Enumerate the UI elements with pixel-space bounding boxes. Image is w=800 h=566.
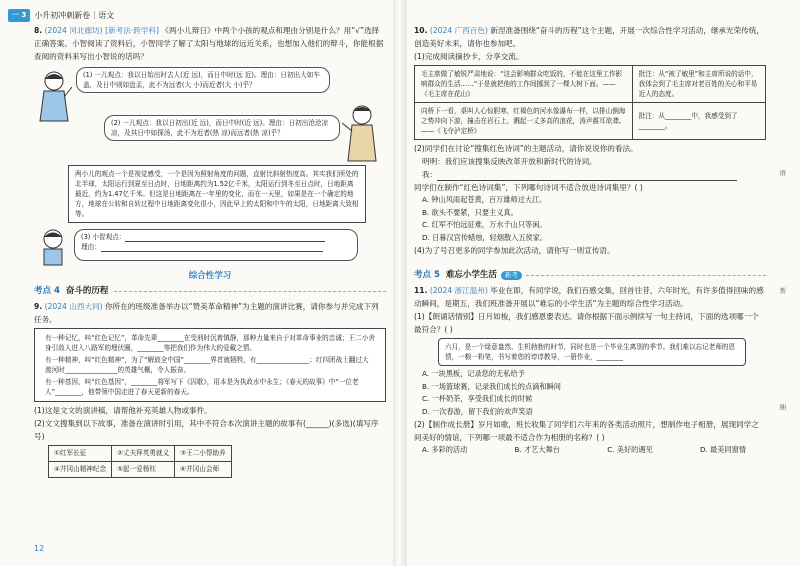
side-tab-2: 帮 [779, 287, 786, 295]
q10-note-1: 批注：从“被了敏里”和主席所说的话中，我体会到了毛主席对老百姓的关心和平易近人的态度。 [632, 66, 765, 103]
section-title: 综合性学习 [188, 271, 232, 281]
q9-text: 你所在的班级准备举办以“赞美革命精神”为主题的演讲比赛，请你参与并完成下列任务。 [34, 302, 379, 324]
page-header [8, 8, 386, 22]
q8-bubble-3 [74, 229, 358, 261]
q9-option-1: ①红军长征 [49, 446, 112, 462]
q11-option-c: C. 一杯奶茶，享受我们成长的时候 [422, 394, 533, 403]
xiaozhi-avatar-icon [38, 227, 68, 267]
page-number: 12 [34, 544, 45, 553]
q9-option-4: ④井冈山精神纪念 [49, 462, 112, 478]
q11-source: (2024 浙江温州) [429, 286, 488, 295]
q9-sub-1: (1)这是文文的演讲稿，请帮他补充英雄人物或事件。 [34, 406, 212, 415]
kp4-header [34, 285, 386, 298]
book-spine [393, 0, 407, 566]
q8-number: 8. [34, 26, 43, 35]
page-edge-tabs [770, 0, 796, 566]
q11-option-d: D. 一次春游，留下我们的欢声笑语 [422, 406, 533, 416]
q10-sub-2: (2)同学们在讨论“搜集红色诗词”的主题活动，请你说说你的看法。 [414, 144, 638, 153]
q11-options-2 [414, 444, 766, 457]
q10-option-a: A. 钟山风雨起苍黄，百万雄师过大江。 [422, 195, 547, 204]
q8-text: 《两小儿辩日》中两个小孩的观点和理由分别是什么？用“√”选择正确答案。小智阅读了资料后，小智同学了解了太阳与地球的远近关系，也想加入他们的辩斗，你能根据查阅的资料来写出小智说的话吗？ [34, 26, 384, 61]
q9-box-para-2: 有一种精神，叫“红色精神”，为了“解放全中国”________界首就牺牲，有________________；红四团战士翻过大渡河时________________的英雄气概，令人振奋。 [45, 356, 369, 374]
left-column [12, 8, 386, 478]
q9-option-2: ②丈夫拜英勇就义 [112, 446, 175, 462]
q9-box-para-1: 有一种记忆，叫“红色记忆”，革命先辈________在受刑时沉着镇静，那种力量来自于对革命事业的忠诚；王二小舍身引敌人进入八路军的埋伏圈，________等把我们作为伟大的爱戴之情。 [45, 334, 375, 352]
q11-number: 11. [414, 286, 428, 295]
q8-bubble3-label: (3) 小智观点： [81, 233, 126, 241]
q11-option-b: B. 一场篮球赛，记录我们成长的点滴和瞬间 [422, 381, 561, 391]
kp4-divider [114, 291, 386, 292]
q9-number: 9. [34, 302, 43, 311]
q9-option-3: ③王二小帮助养 [175, 446, 231, 462]
kp5-badge: 新考 [501, 271, 522, 280]
q8-bubble-2: (2) 一儿观点：我以日初出(近 远)，而日中时(近 远)。理由：日初出沧沧凉凉，及其日中如探汤，此不为近者(热 凉)而远者(热 凉)乎？ [104, 115, 340, 141]
q11-opt2-c: C. 美好的遇见 [607, 445, 653, 454]
question-10 [414, 24, 766, 50]
q10-text: 新涅准备围绕“奋斗的历程”这个主题，开展一次综合性学习活动，继承光荣传统，创造美好未来，请你也参加吧。 [414, 26, 764, 48]
kp5-header [414, 269, 766, 282]
question-8 [34, 24, 386, 63]
header-title: 小升初冲刺新卷｜语文 [34, 10, 115, 20]
q10-sub-4: (4)为了号召更多的同学参加此次活动，请你写一则宣传语。 [414, 246, 615, 255]
q10-sub-3: 同学们在制作“红色诗词集”，下列哪句诗词不适合放进诗词集里？( ) [414, 183, 643, 192]
right-column [414, 8, 766, 457]
q10-note-2: 批注：从________中，我感受到了________。 [632, 103, 765, 140]
kp4-title: 奋斗的历程 [65, 286, 109, 296]
kp4-tag: 考点 4 [34, 286, 60, 296]
q9-options-table [48, 445, 232, 478]
q8-dialogue-area [34, 65, 386, 163]
q11-opt2-a: A. 多彩的活动 [422, 445, 468, 454]
q9-box-para-3: 有一种基因，叫“红色基因”，________将军写下《囚歌》，用本是为执政水中永生；《春天的故事》中“一位老人”________，他带领中国走进了春天更新的春天。 [45, 378, 359, 396]
question-11 [414, 284, 766, 310]
kp5-divider [526, 275, 766, 276]
q11-option-a: A. 一块黑板，记录您的无私给予 [422, 369, 525, 378]
q8-tag: [新考法·跨学科] [105, 26, 159, 35]
q9-source: (2024 山西大同) [44, 302, 103, 311]
q10-me-label: 我： [422, 170, 438, 179]
q11-sub-1: (1)【朗诵话情别】日月如梭，我们感恩要表达。请你根据下面示例续写一句主持词，下面的选项哪一个最符合？( ) [414, 312, 759, 334]
kp5-title: 难忘小学生活 [445, 270, 497, 280]
kp5-tag: 考点 5 [414, 270, 440, 280]
q11-sub-2: (2)【制作成长册】岁月如歌，班长收集了同学们六年来的各类活动照片，想制作电子相册，展现同学之间美好的情谊，下列哪一项最不适合作为相册的名称？( ) [414, 420, 759, 442]
q11-opt2-d: D. 最美同窗情 [699, 445, 746, 454]
q10-card-2: 向桥下一看，桌叫人心惊胆寒，红褐色的河水像瀑布一样，以排山倒海之势冲向下游，撞击在岩石上，溅起一丈多高的浪花，涛声震耳欲聋。——《飞夺泸定桥》 [415, 103, 633, 140]
q8-reason-line[interactable] [101, 251, 323, 252]
child-figure-right-icon [342, 103, 382, 163]
q10-option-d: D. 日暮汉宫传蜡烛，轻烟散入五侯家。 [422, 232, 548, 242]
side-tab-1: 语 [779, 169, 786, 177]
q10-sub-1: (1)完成阅读摘抄卡，分享交流。 [414, 52, 524, 61]
q11-host-card: 六月，是一个绿意盎然、生机勃勃的时节，同时也是一个毕业生离别的季节。我们难以忘记老师的恩情，一粮一粉笔，书写着您的谆谆教导，一册作业，________ [438, 338, 746, 366]
q8-part3 [34, 227, 386, 267]
q9-speech-box [34, 328, 386, 402]
q10-card-1: 毛主席做了敏锐严肃地说：“这会影响群众吃饭的，不能在这里工作影响群众的生活……”于是就把他的工作间挪到了一棵大树下面。——《毛主席在花山》 [415, 66, 633, 103]
q8-bubble3-reason: 理由： [81, 243, 101, 251]
q11-text: 毕业在即，有同学说，我们百感交集，回首往昔，六年时光，有许多值得回味的感动瞬间，是期五，我们班准备开展以“难忘的小学生活”为主题的综合性学习活动。 [414, 286, 764, 308]
side-tab-3: 抽 [779, 403, 786, 411]
q9-sub-2: (2)文文搜集到以下故事，准备在演讲时引用，其中不符合本次演讲主题的故事有(______)(多选)(填写序号) [34, 419, 379, 441]
q10-me-row [414, 168, 766, 181]
q10-ming: 明明：我们应该搜集反映改革开放和新时代的诗词。 [422, 157, 597, 166]
q10-source: (2024 广西百色) [429, 26, 488, 35]
q9-option-6: ⑥井冈山会师 [175, 462, 231, 478]
child-figure-left-icon [36, 69, 72, 125]
q11-opt2-b: B. 才艺大舞台 [514, 445, 560, 454]
header-badge: 一 3 [8, 9, 30, 22]
q11-options [414, 368, 766, 418]
q9-option-5: ⑤起一爱杨钰 [112, 462, 175, 478]
q8-bubble-1: (1) 一儿观点：我以日始出时去人(近 远)，而日中时(远 近)。理由：日初出大如车盖，及日中则如盘盂，此不为远者(大 小)而近者(大 小)乎？ [76, 67, 330, 93]
question-9 [34, 300, 386, 326]
q8-source: (2024 河北廊坊) [44, 26, 103, 35]
q10-excerpt-cards [414, 65, 766, 140]
q10-number: 10. [414, 26, 428, 35]
q10-option-c: C. 红军不怕远征难，万水千山只等闲。 [422, 220, 547, 229]
q8-info-box: 两小儿的观点一个是视觉感受，一个是因为照射角度的问题，直射比斜射热度高。其实我们所处的北半球，太阳运行到夏至日点时，日地距离约为1.52亿千米，太阳运行到冬至日点时，日地距离最近，约为1.47亿千米。但这是日地距离在一年里的变化，而在一天里，如果是在一个确定的地方，地球在公转和自转过程中日地距离变化很小，因此早上的太阳和中午的太阳，日地距离大致相等。 [68, 165, 366, 223]
q10-option-b: B. 欲头不要紧，只要主义真。 [422, 207, 518, 217]
q10-options [414, 194, 766, 244]
